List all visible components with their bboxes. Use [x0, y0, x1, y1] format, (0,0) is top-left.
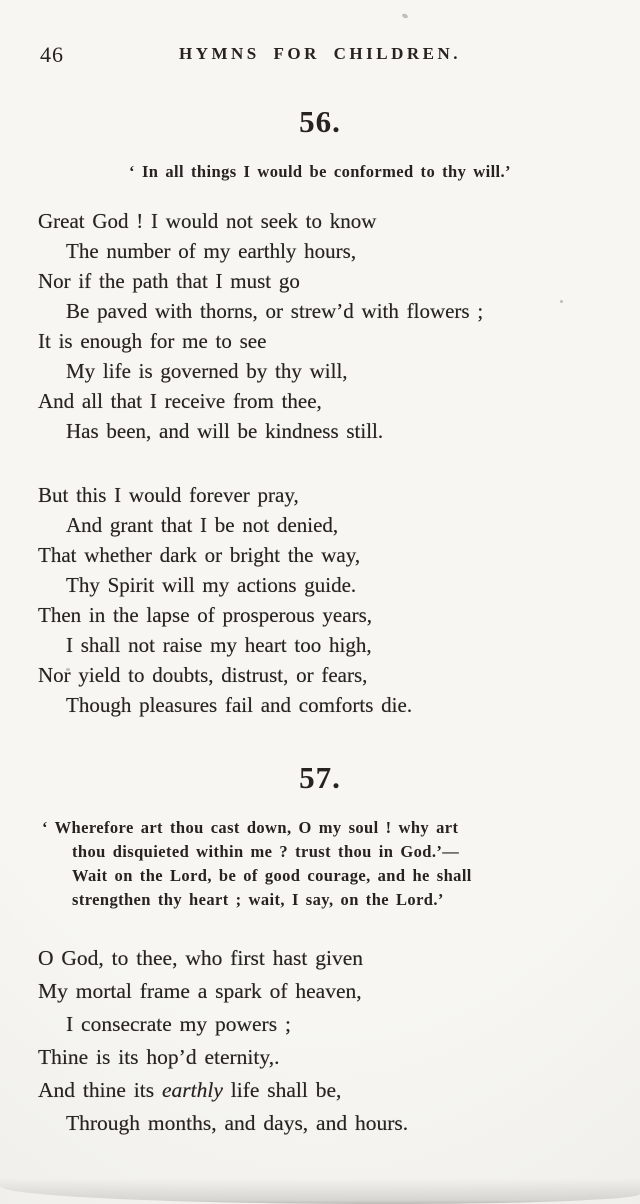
- epigraph-line: ‘ Wherefore art thou cast down, O my soul ! why art: [42, 818, 459, 837]
- poem-line: [38, 1041, 602, 1074]
- epigraph-line: Wait on the Lord, be of good courage, and he shall: [72, 866, 472, 885]
- hymn-body: [38, 942, 602, 1140]
- line-text: Nor if the path that I must go: [38, 269, 300, 293]
- poem-line: [38, 206, 602, 236]
- hymn-number: 56.: [299, 104, 341, 139]
- line-text: Thine is its hop’d eternity,.: [38, 1045, 280, 1069]
- running-head: [38, 40, 602, 68]
- poem-line: [38, 660, 602, 690]
- poem-line: [38, 386, 602, 416]
- line-text: Though pleasures fail and comforts die.: [66, 693, 413, 717]
- stanza: [38, 480, 602, 720]
- poem-line: [38, 1008, 602, 1041]
- stanza: [38, 206, 602, 446]
- line-text: That whether dark or bright the way,: [38, 543, 361, 567]
- hymn-number: 57.: [299, 760, 341, 795]
- hymn-epigraph: [38, 816, 602, 912]
- line-text: Then in the lapse of prosperous years,: [38, 603, 372, 627]
- line-text: It is enough for me to see: [38, 329, 267, 353]
- poem-line: [38, 296, 602, 326]
- line-text: And grant that I be not denied,: [66, 513, 339, 537]
- poem-line: [38, 570, 602, 600]
- line-text: Through months, and days, and hours.: [66, 1111, 409, 1135]
- stanza: [38, 942, 602, 1140]
- hymn-body: [38, 206, 602, 720]
- line-text: But this I would forever pray,: [38, 483, 299, 507]
- poem-line: [38, 540, 602, 570]
- line-text: I shall not raise my heart too high,: [66, 633, 372, 657]
- poem-line: [38, 510, 602, 540]
- poem-line: [38, 975, 602, 1008]
- line-text: Nor yield to doubts, distrust, or fears,: [38, 663, 368, 687]
- poem-line: [38, 480, 602, 510]
- line-text: And thine its: [38, 1078, 162, 1102]
- hymn-epigraph: [38, 160, 602, 184]
- poem-line: [38, 326, 602, 356]
- line-text: Be paved with thorns, or strew’d with flowers ;: [66, 299, 484, 323]
- line-text: My life is governed by thy will,: [66, 359, 348, 383]
- line-text: I consecrate my powers ;: [66, 1012, 291, 1036]
- hymn-56: [38, 104, 602, 720]
- poem-line: [38, 1107, 602, 1140]
- poem-line: [38, 416, 602, 446]
- line-text: O God, to thee, who first hast given: [38, 946, 364, 970]
- poem-line: [38, 630, 602, 660]
- line-text: Great God ! I would not seek to know: [38, 209, 377, 233]
- poem-line: [38, 690, 602, 720]
- line-text: Thy Spirit will my actions guide.: [66, 573, 357, 597]
- poem-line: [38, 600, 602, 630]
- poem-line: [38, 236, 602, 266]
- line-text: And all that I receive from thee,: [38, 389, 322, 413]
- line-text: life shall be,: [222, 1078, 342, 1102]
- page-number: 46: [40, 42, 64, 67]
- hymn-57: [38, 760, 602, 1140]
- scan-speck: [401, 13, 408, 19]
- poem-line: [38, 942, 602, 975]
- line-text: Has been, and will be kindness still.: [66, 419, 384, 443]
- running-title: HYMNS FOR CHILDREN.: [178, 44, 462, 63]
- epigraph-line: ‘ In all things I would be conformed to thy will.’: [129, 162, 511, 181]
- poem-line: [38, 356, 602, 386]
- epigraph-line: thou disquieted within me ? trust thou in God.’—: [72, 842, 460, 861]
- italic-word: earthly: [161, 1078, 223, 1102]
- line-text: My mortal frame a spark of heaven,: [38, 979, 362, 1003]
- poem-line: [38, 1074, 602, 1107]
- poem-line: [38, 266, 602, 296]
- epigraph-line: strengthen thy heart ; wait, I say, on the Lord.’: [72, 890, 444, 909]
- line-text: The number of my earthly hours,: [66, 239, 357, 263]
